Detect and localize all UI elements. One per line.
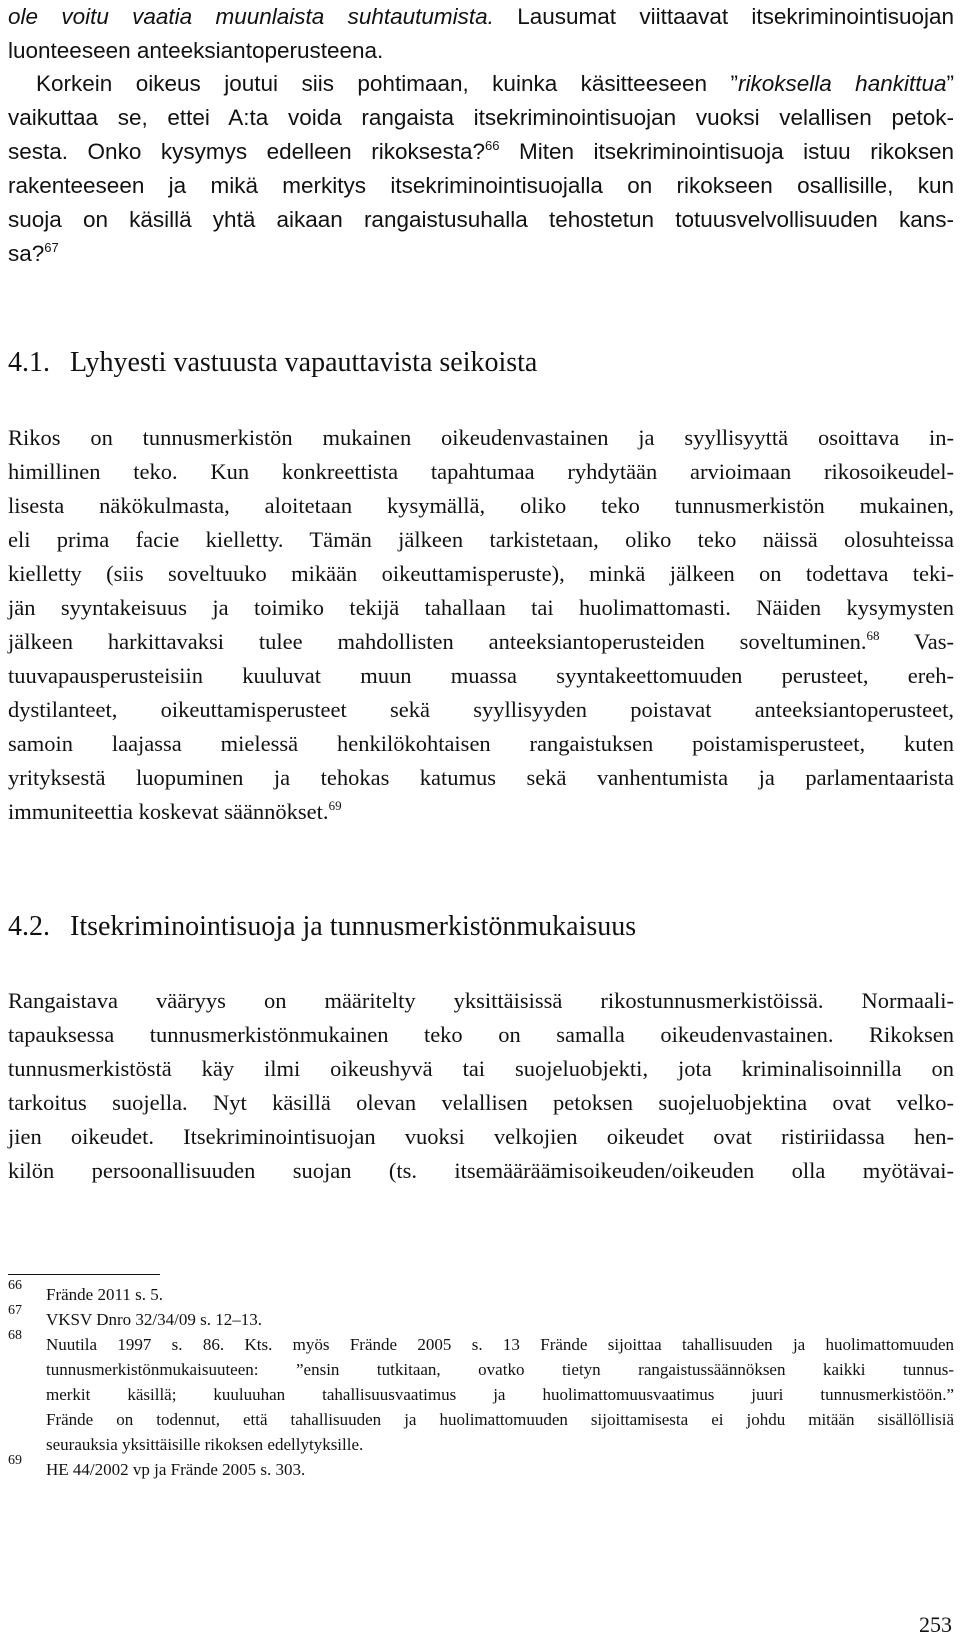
text-span: Vas- (879, 629, 954, 654)
text-span: ” (946, 71, 954, 96)
text-line: Rangaistava vääryys on määritelty yksittäisissä rikostunnusmerkistöissä. Normaali- (8, 988, 954, 1013)
footnote-ref-67: 67 (44, 240, 59, 255)
text-line (8, 0, 954, 34)
paragraph-4-1 (8, 421, 954, 829)
italic-text: ole voitu vaatia muunlaista suhtautumista. (8, 4, 494, 29)
text-line: dystilanteet, oikeuttamisperusteet sekä syyllisyyden poistavat anteeksiantoperusteet, (8, 697, 954, 722)
section-title: Lyhyesti vastuusta vapauttavista seikoista (70, 347, 538, 378)
text-line (8, 625, 954, 659)
text-line: tuuvapausperusteisiin kuuluvat muun muassa syyntakeettomuuden perusteet, ereh- (8, 663, 954, 688)
footnote-67 (8, 1303, 954, 1332)
footnote-text: seurauksia yksittäisille rikoksen edellytyksille. (46, 1435, 364, 1454)
text-span: sesta. Onko kysymys edelleen rikoksesta? (8, 139, 486, 164)
text-line: tunnusmerkistöstä käy ilmi oikeushyvä tai suojeluobjekti, jota kriminalisoinnilla on (8, 1056, 954, 1081)
page-number: 253 (919, 1612, 952, 1637)
text-line: kilön persoonallisuuden suojan (ts. itsemääräämisoikeuden/oikeuden olla myötävai- (8, 1158, 954, 1183)
text-line: Rikos on tunnusmerkistön mukainen oikeudenvastainen ja syyllisyyttä osoittava in- (8, 425, 954, 450)
italic-text: rikoksella hankittua (737, 71, 947, 96)
footnote-text: tunnusmerkistönmukaisuuteen: ”ensin tutkitaan, ovatko tietyn rangaistussäännöksen kaikki tunnus- (46, 1360, 954, 1379)
text-line: rakenteeseen ja mikä merkitys itsekriminointisuojalla on rikokseen osallisille, kun (8, 173, 954, 198)
text-line: suoja on käsillä yhtä aikaan rangaistusuhalla tehostetun totuusvelvollisuuden kans- (8, 207, 954, 232)
text-line: yrityksestä luopuminen ja tehokas katumus sekä vanhentumista ja parlamentaarista (8, 765, 954, 790)
text-span: Miten itsekriminointisuoja istuu rikoksen (499, 139, 954, 164)
text-line: lisesta näkökulmasta, aloitetaan kysymällä, oliko teko tunnusmerkistön mukainen, (8, 493, 954, 518)
text-line (8, 237, 954, 271)
footnote-ref-66: 66 (485, 138, 500, 153)
footnote-text: Frände 2011 s. 5. (46, 1285, 163, 1304)
footnote-69 (8, 1453, 954, 1482)
footnote-number: 66 (8, 1278, 22, 1293)
text-span: jälkeen harkittavaksi tulee mahdollisten anteeksiantoperusteiden soveltuminen. (8, 629, 867, 654)
text-line: eli prima facie kielletty. Tämän jälkeen tarkistetaan, oliko teko näissä olosuhteissa (8, 527, 954, 552)
text-span: Korkein oikeus joutui siis pohtimaan, kuinka käsitteeseen ” (36, 71, 738, 96)
footnote-number: 68 (8, 1328, 22, 1343)
footnote-68 (8, 1328, 954, 1457)
paragraph-continuation (8, 0, 954, 68)
footnote-text: Frände on todennut, että tahallisuuden ja huolimattomuuden sijoittamisesta ei johdu mitään sisällöllisiä (46, 1410, 954, 1429)
text-line: luonteeseen anteeksiantoperusteena. (8, 38, 384, 63)
footnote-text: Nuutila 1997 s. 86. Kts. myös Frände 2005 s. 13 Frände sijoittaa tahallisuuden ja huolimattomuuden (46, 1335, 954, 1354)
footnote-number: 67 (8, 1303, 22, 1318)
text-line: jän syyntakeisuus ja toimiko tekijä tahallaan tai huolimattomasti. Näiden kysymysten (8, 595, 954, 620)
text-span: sa? (8, 241, 45, 266)
text-line (8, 795, 954, 829)
footnote-66 (8, 1278, 954, 1307)
footnote-divider (8, 1274, 160, 1275)
footnote-text: VKSV Dnro 32/34/09 s. 12–13. (46, 1310, 262, 1329)
text-line (8, 135, 954, 169)
text-line: himillinen teko. Kun konkreettista tapahtumaa ryhdytään arvioimaan rikosoikeudel- (8, 459, 954, 484)
footnote-text: merkit käsillä; kuuluuhan tahallisuusvaatimus ja huolimattomuusvaatimus juuri tunnusmerkistöön.” (46, 1385, 954, 1404)
paragraph-question (8, 67, 954, 271)
text-line: tapauksessa tunnusmerkistönmukainen teko on samalla oikeudenvastainen. Rikoksen (8, 1022, 954, 1047)
section-number: 4.1. (8, 347, 50, 378)
footnote-ref-69: 69 (328, 798, 342, 813)
text-line: kielletty (siis soveltuuko mikään oikeuttamisperuste), minkä jälkeen on todettava teki- (8, 561, 954, 586)
section-number: 4.2. (8, 911, 50, 942)
paragraph-4-2 (8, 984, 954, 1188)
text-line: vaikuttaa se, ettei A:ta voida rangaista itsekriminointisuojan vuoksi velallisen petok- (8, 105, 954, 130)
section-heading-4-1 (8, 344, 537, 382)
footnote-number: 69 (8, 1453, 22, 1468)
section-title: Itsekriminointisuoja ja tunnusmerkistönmukaisuus (70, 911, 637, 942)
section-heading-4-2 (8, 908, 636, 946)
text-line: samoin laajassa mielessä henkilökohtaisen rangaistuksen poistamisperusteet, kuten (8, 731, 954, 756)
text-span: Lausumat viittaavat itsekriminointisuojan (493, 4, 954, 29)
text-line (8, 67, 954, 101)
footnote-text: HE 44/2002 vp ja Frände 2005 s. 303. (46, 1460, 306, 1479)
footnote-ref-68: 68 (866, 628, 880, 643)
text-line: tarkoitus suojella. Nyt käsillä olevan velallisen petoksen suojeluobjektina ovat velko- (8, 1090, 954, 1115)
text-line: jien oikeudet. Itsekriminointisuojan vuoksi velkojien oikeudet ovat ristiriidassa hen- (8, 1124, 954, 1149)
text-span: immuniteettia koskevat säännökset. (8, 799, 329, 824)
